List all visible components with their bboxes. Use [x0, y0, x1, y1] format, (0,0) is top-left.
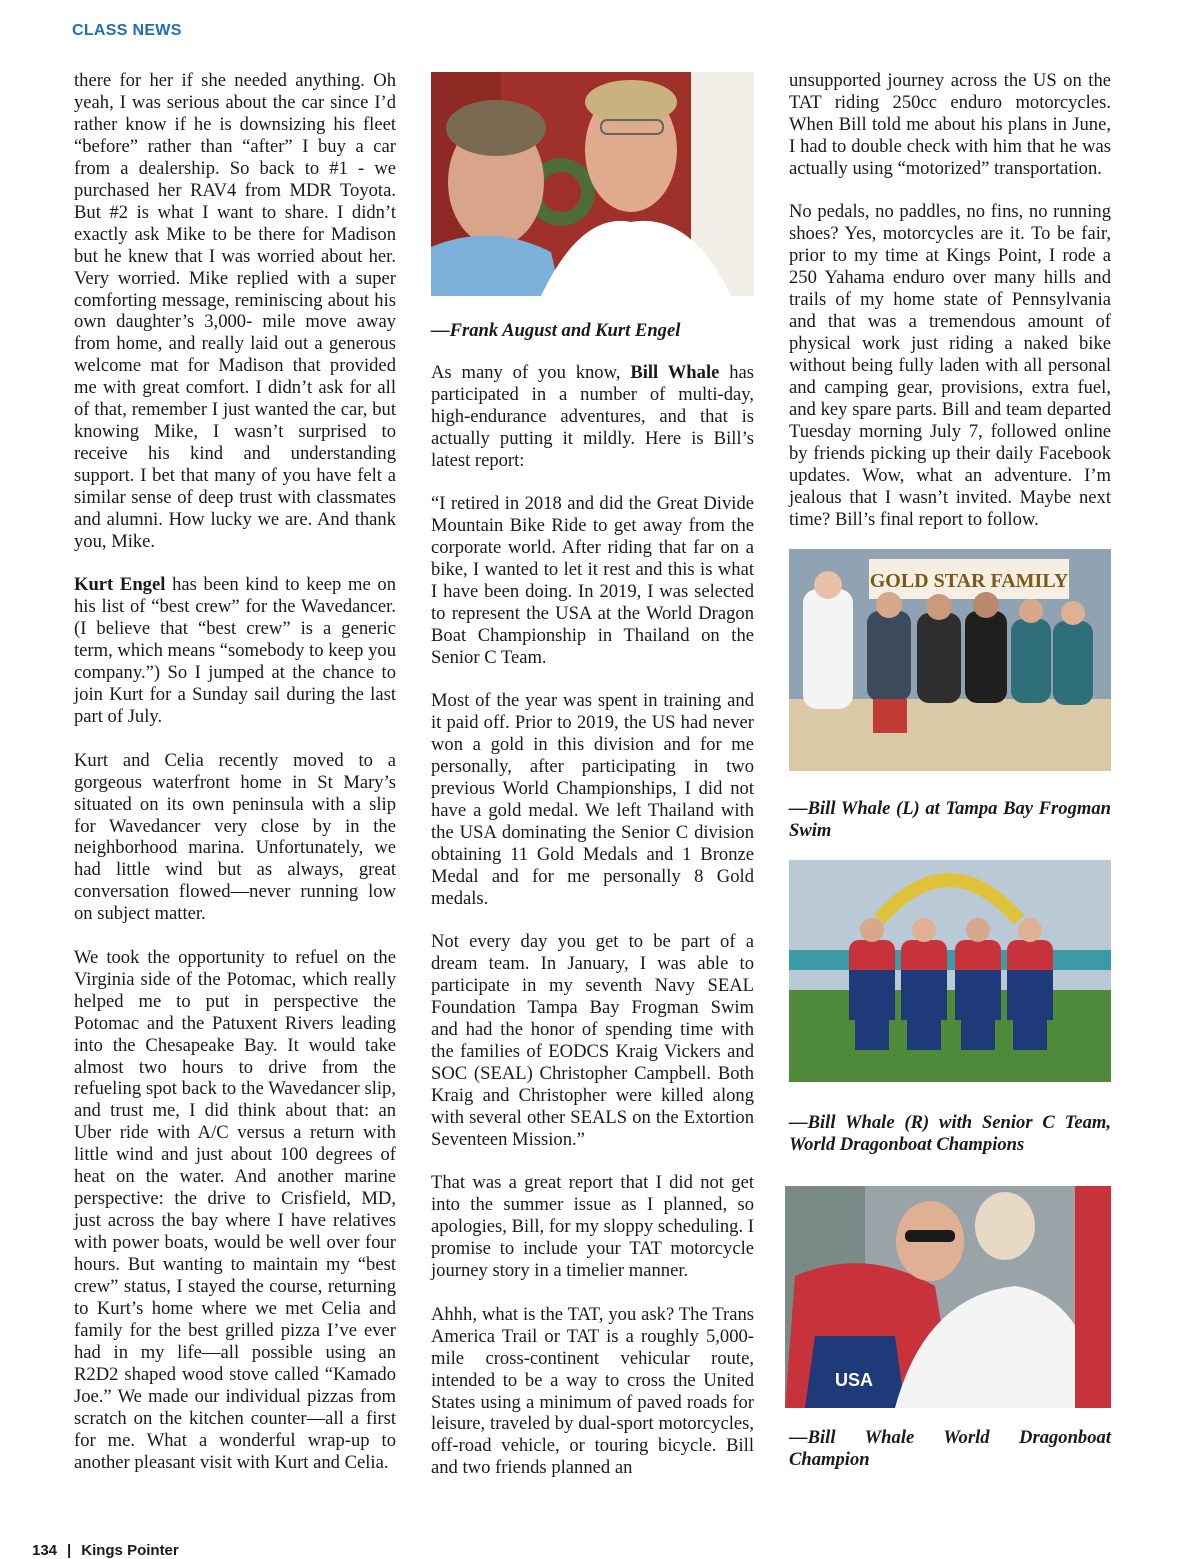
selfie-photo-illustration — [431, 72, 754, 296]
gold-star-family-banner: GOLD STAR FAMILY — [869, 570, 1069, 592]
col2-paragraph-5: That was a great report that I did not get into the summer issue as I planned, so apologies, Bill, for my sloppy scheduling. I promise to include your TAT motorcycle journey story in a timelier manner. — [431, 1172, 754, 1282]
page-footer — [32, 1542, 179, 1559]
team-photo-illustration — [789, 860, 1111, 1082]
col2-text — [431, 362, 754, 1501]
col2-paragraph-2: “I retired in 2018 and did the Great Divide Mountain Bike Ride to get away from the corporate world. After riding that far on a bike, I wanted to let it rest and this is what I have been doing. In 2019, I was selected to represent the USA at the World Dragon Boat Championship in Thailand on the Senior C Team. — [431, 493, 754, 668]
col3-paragraph-1: unsupported journey across the US on the TAT riding 250cc enduro motorcycles. When Bill told me about his plans in June, I had to double check with him that he was actually using “motorized” transportation. — [789, 70, 1111, 179]
kurt-engel-name: Kurt Engel — [74, 574, 166, 596]
col2-paragraph-1 — [431, 362, 754, 472]
publication-name: Kings Pointer — [81, 1542, 179, 1559]
page-number: 134 — [32, 1542, 58, 1559]
caption-senior-c-team: —Bill Whale (R) with Senior C Team, World Dragonboat Champions — [789, 1112, 1111, 1155]
photo-frank-and-kurt — [431, 72, 754, 296]
col2-paragraph-4: Not every day you get to be part of a dream team. In January, I was able to participate in my seventh Navy SEAL Foundation Tampa Bay Frogman Swim and had the honor of spending time with the families of EODCS Kraig Vickers and SOC (SEAL) Christopher Campbell. Both Kraig and Christopher were killed along with several other SEALS on the Extortion Seventeen Mission.” — [431, 931, 754, 1150]
col2-paragraph-6: Ahhh, what is the TAT, you ask? The Trans America Trail or TAT is a roughly 5,000-mile cross-continent vehicular route, intended to be a way to cross the United States using a minimum of paved roads for leisure, traveled by dual-sport motorcycles, off-road vehicle, or touring bicycle. Bill and two friends planned an — [431, 1303, 754, 1479]
footer-separator: | — [67, 1542, 72, 1559]
medal-photo-illustration — [785, 1186, 1111, 1408]
col3-paragraph-2: No pedals, no paddles, no fins, no running shoes? Yes, motorcycles are it. To be fair, prior to my time at Kings Point, I rode a 250 Yahama enduro over many hills and trails of my home state of Pennsylvania and that was a tremendous amount of physical work just riding a naked bike without being fully laden with all personal and camping gear, provisions, extra fuel, and key spare parts. Bill and team departed Tuesday morning July 7, followed online by friends picking up their daily Facebook updates. Wow, what an adventure. I’m jealous that I wasn’t invited. Maybe next time? Bill’s final report to follow. — [789, 201, 1111, 530]
usa-shirt-text: USA — [835, 1370, 874, 1390]
photo-frogman-swim — [789, 549, 1111, 771]
column-1 — [74, 70, 396, 1495]
col1-paragraph-1: there for her if she needed anything. Oh yeah, I was serious about the car since I’d rather know if he is downsizing his fleet “before” rather than “after” I buy a car from a dealership. So back to #1 - we purchased her RAV4 from MDR Toyota. But #2 is what I want to share. I didn’t exactly ask Mike to be there for Madison but he knew that I was worried about her. Very worried. Mike replied with a super comforting message, reminiscing about his own daughter’s 3,000- mile move away from home, and really laid out a generous welcome mat for Madison that provided me with great comfort. I didn’t ask for all of that, remember I just wanted the car, but knowing Mike, I wasn’t surprised to receive his kind and understanding support. I bet that many of you have felt a similar sense of deep trust with classmates and alumni. How lucky we are. And thank you, Mike. — [74, 70, 396, 553]
caption-frank-and-kurt: —Frank August and Kurt Engel — [431, 320, 681, 341]
bill-whale-name: Bill Whale — [630, 362, 720, 383]
section-title: CLASS NEWS — [72, 22, 182, 39]
caption-dragonboat-champion: —Bill Whale World Dragonboat Champion — [789, 1427, 1111, 1470]
col1-paragraph-2 — [74, 574, 396, 728]
caption-frogman-swim: —Bill Whale (L) at Tampa Bay Frogman Swim — [789, 798, 1111, 841]
col3-text — [789, 70, 1111, 552]
photo-dragonboat-champion — [785, 1186, 1111, 1408]
col2-paragraph-1-lead: As many of you know, — [431, 362, 631, 383]
col2-paragraph-1-text: has participated in a number of multi-day, high-endurance adventures, and that is actually putting it mildly. Here is Bill’s latest report: — [431, 362, 754, 471]
col1-paragraph-3: Kurt and Celia recently moved to a gorgeous waterfront home in St Mary’s situated on its own peninsula with a slip for Wavedancer very close by in the neighborhood marina. Unfortunately, we had little wind but as always, great conversation flowed—never running low on subject matter. — [74, 749, 396, 925]
group-photo-illustration — [789, 549, 1111, 771]
col2-paragraph-3: Most of the year was spent in training and it paid off. Prior to 2019, the US had never won a gold in this division and for me personally, after participating in two previous World Championships, I did not have a gold medal. We left Thailand with the USA dominating the Senior C division obtaining 11 Gold Medals and 1 Bronze Medal and for me personally 8 Gold medals. — [431, 690, 754, 909]
col1-paragraph-2-text: has been kind to keep me on his list of “best crew” for the Wavedancer. (I believe that “best crew” is a generic term, which means “somebody to keep you company.”) So I jumped at the chance to join Kurt for a Sunday sail during the last part of July. — [74, 574, 396, 728]
photo-senior-c-team — [789, 860, 1111, 1082]
col1-paragraph-4: We took the opportunity to refuel on the Virginia side of the Potomac, which really helped me to put in perspective the Potomac and the Patuxent Rivers leading into the Chesapeake Bay. It would take almost two hours to drive from the refueling spot back to the Wavedancer slip, and trust me, I did think about that: an Uber ride with A/C versus a return with little wind and just about 100 degrees of heat on the water. And another marine perspective: the drive to Crisfield, MD, just across the bay where I have relatives with power boats, would be well over four hours. But wanting to maintain my “best crew” status, I stayed the course, returning to Kurt’s home where we met Celia and family for the best grilled pizza I’ve ever had in my life—all possible using an R2D2 shaped wood stove called “Kamado Joe.” We made our individual pizzas from scratch on the kitchen counter—all a first for me. What a wonderful wrap-up to another pleasant visit with Kurt and Celia. — [74, 946, 396, 1473]
